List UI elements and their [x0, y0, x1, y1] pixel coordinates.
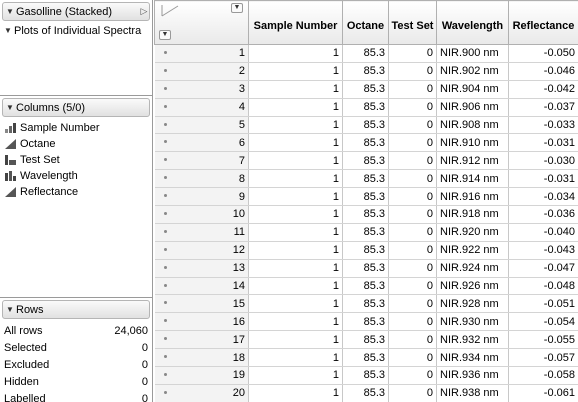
column-item-reflectance[interactable]	[0, 184, 152, 200]
row-state-dot-icon	[164, 105, 167, 108]
cell-reflectance[interactable]: -0.031	[509, 170, 578, 188]
cell-octane[interactable]: 85.3	[343, 277, 389, 295]
row-number[interactable]	[155, 313, 249, 331]
row-state-dot-icon	[164, 212, 167, 215]
column-header-reflectance[interactable]: Reflectance	[509, 1, 578, 45]
rows-stat-excluded[interactable]	[4, 356, 148, 373]
rows-stat-selected[interactable]	[4, 339, 148, 356]
cell-sample-number[interactable]: 1	[249, 384, 343, 402]
cell-reflectance[interactable]: -0.042	[509, 80, 578, 98]
cell-octane[interactable]: 85.3	[343, 295, 389, 313]
row-number[interactable]	[155, 367, 249, 385]
cell-test-set[interactable]: 0	[389, 134, 437, 152]
cell-wavelength[interactable]: NIR.902 nm	[437, 62, 509, 80]
cell-sample-number[interactable]: 1	[249, 277, 343, 295]
column-menu-icon[interactable]: ▼	[231, 3, 243, 13]
row-number[interactable]	[155, 152, 249, 170]
cell-reflectance[interactable]: -0.061	[509, 384, 578, 402]
left-panel	[0, 0, 153, 402]
cell-reflectance[interactable]: -0.057	[509, 349, 578, 367]
row-state-dot-icon	[164, 194, 167, 197]
cell-wavelength[interactable]: NIR.924 nm	[437, 259, 509, 277]
column-name[interactable]: Reflectance	[20, 186, 79, 198]
column-name[interactable]: Sample Number	[20, 122, 100, 134]
cell-sample-number[interactable]: 1	[249, 188, 343, 206]
cell-test-set[interactable]: 0	[389, 223, 437, 241]
data-grid	[154, 0, 578, 402]
cell-reflectance[interactable]: -0.058	[509, 367, 578, 385]
cell-sample-number[interactable]: 1	[249, 206, 343, 224]
row-number-label: 9	[238, 190, 245, 203]
row-state-dot-icon	[164, 140, 167, 143]
cell-wavelength[interactable]: NIR.930 nm	[437, 313, 509, 331]
row-state-dot-icon	[164, 123, 167, 126]
row-menu-icon[interactable]: ▼	[159, 30, 171, 40]
cell-wavelength[interactable]: NIR.934 nm	[437, 349, 509, 367]
rows-stat-label: Hidden	[4, 375, 39, 388]
row-number[interactable]	[155, 206, 249, 224]
cell-wavelength[interactable]: NIR.922 nm	[437, 241, 509, 259]
columns-header[interactable]	[2, 98, 150, 117]
cell-sample-number[interactable]: 1	[249, 134, 343, 152]
ordinal-bar-icon	[4, 154, 18, 166]
script-label[interactable]: Plots of Individual Spectra	[14, 24, 142, 37]
table-panel	[0, 0, 152, 96]
column-name[interactable]: Test Set	[20, 154, 60, 166]
row-number[interactable]	[155, 331, 249, 349]
cell-sample-number[interactable]: 1	[249, 367, 343, 385]
table-row[interactable]	[155, 134, 578, 152]
rows-stat-labelled[interactable]	[4, 390, 148, 402]
column-header-sample-number[interactable]: Sample Number	[249, 1, 343, 45]
cell-test-set[interactable]: 0	[389, 384, 437, 402]
table-row[interactable]	[155, 62, 578, 80]
cell-octane[interactable]: 85.3	[343, 62, 389, 80]
cell-octane[interactable]: 85.3	[343, 384, 389, 402]
row-state-dot-icon	[164, 248, 167, 251]
row-number-label: 15	[232, 297, 245, 310]
disclosure-triangle-icon[interactable]: ▼	[6, 7, 14, 16]
cell-test-set[interactable]: 0	[389, 152, 437, 170]
cell-wavelength[interactable]: NIR.938 nm	[437, 384, 509, 402]
cell-sample-number[interactable]: 1	[249, 152, 343, 170]
cell-sample-number[interactable]: 1	[249, 170, 343, 188]
cell-reflectance[interactable]: -0.034	[509, 188, 578, 206]
cell-wavelength[interactable]: NIR.916 nm	[437, 188, 509, 206]
cell-reflectance[interactable]: -0.048	[509, 277, 578, 295]
row-state-dot-icon	[164, 87, 167, 90]
cell-reflectance[interactable]: -0.037	[509, 98, 578, 116]
cell-octane[interactable]: 85.3	[343, 45, 389, 63]
row-number-label: 1	[238, 47, 245, 60]
table-row[interactable]	[155, 188, 578, 206]
row-number[interactable]	[155, 277, 249, 295]
cell-octane[interactable]: 85.3	[343, 170, 389, 188]
cell-octane[interactable]: 85.3	[343, 223, 389, 241]
columns-header-label[interactable]: Columns (5/0)	[16, 101, 86, 114]
table-row[interactable]	[155, 116, 578, 134]
row-number-label: 13	[232, 262, 245, 275]
cell-wavelength[interactable]: NIR.920 nm	[437, 223, 509, 241]
script-triangle-icon[interactable]: ▼	[4, 26, 12, 35]
cell-test-set[interactable]: 0	[389, 367, 437, 385]
rows-stats	[0, 319, 152, 402]
rows-stat-value: 0	[141, 375, 148, 388]
cell-test-set[interactable]: 0	[389, 331, 437, 349]
row-number[interactable]	[155, 241, 249, 259]
row-number-label: 14	[232, 280, 245, 293]
table-row[interactable]	[155, 331, 578, 349]
rows-stat-value: 24,060	[114, 324, 148, 337]
row-number-label: 16	[232, 315, 245, 328]
continuous-triangle-icon	[4, 138, 18, 150]
row-state-dot-icon	[164, 69, 167, 72]
cell-wavelength[interactable]: NIR.926 nm	[437, 277, 509, 295]
cell-test-set[interactable]: 0	[389, 98, 437, 116]
cell-test-set[interactable]: 0	[389, 188, 437, 206]
row-state-dot-icon	[164, 301, 167, 304]
table-row[interactable]	[155, 241, 578, 259]
row-number-label: 20	[232, 387, 245, 400]
table-row[interactable]	[155, 80, 578, 98]
cell-octane[interactable]: 85.3	[343, 134, 389, 152]
column-item-test-set[interactable]	[0, 152, 152, 168]
column-header-wavelength[interactable]: Wavelength	[437, 1, 509, 45]
cell-sample-number[interactable]: 1	[249, 62, 343, 80]
row-number-label: 18	[232, 351, 245, 364]
cell-octane[interactable]: 85.3	[343, 367, 389, 385]
cell-reflectance[interactable]: -0.054	[509, 313, 578, 331]
rows-stat-all[interactable]	[4, 322, 148, 339]
table-row[interactable]	[155, 384, 578, 402]
cell-wavelength[interactable]: NIR.900 nm	[437, 45, 509, 63]
column-header-octane[interactable]: Octane	[343, 1, 389, 45]
rows-stat-label: All rows	[4, 324, 43, 337]
table-row[interactable]	[155, 45, 578, 63]
cell-test-set[interactable]: 0	[389, 277, 437, 295]
row-state-dot-icon	[164, 391, 167, 394]
cell-sample-number[interactable]: 1	[249, 295, 343, 313]
rows-header-label[interactable]: Rows	[16, 303, 44, 316]
rows-stat-label: Excluded	[4, 358, 50, 371]
cell-sample-number[interactable]: 1	[249, 80, 343, 98]
row-number[interactable]	[155, 188, 249, 206]
rows-panel	[0, 298, 152, 402]
cell-reflectance[interactable]: -0.047	[509, 259, 578, 277]
continuous-triangle-icon	[4, 186, 18, 198]
row-number-label: 5	[238, 119, 245, 131]
cell-sample-number[interactable]: 1	[249, 98, 343, 116]
cell-wavelength[interactable]: NIR.908 nm	[437, 116, 509, 134]
cell-test-set[interactable]: 0	[389, 349, 437, 367]
column-name[interactable]: Octane	[20, 138, 56, 150]
row-number-label: 17	[232, 333, 245, 346]
rows-stat-value: 0	[141, 341, 148, 354]
cell-test-set[interactable]: 0	[389, 62, 437, 80]
row-number-label: 3	[238, 83, 245, 96]
cell-reflectance[interactable]: -0.030	[509, 152, 578, 170]
cell-wavelength[interactable]: NIR.914 nm	[437, 170, 509, 188]
continuous-bar-icon	[4, 122, 18, 134]
cell-sample-number[interactable]: 1	[249, 116, 343, 134]
cell-wavelength[interactable]: NIR.932 nm	[437, 331, 509, 349]
row-state-dot-icon	[164, 176, 167, 179]
row-number[interactable]	[155, 170, 249, 188]
table-script[interactable]	[0, 23, 152, 38]
row-number-label: 2	[238, 65, 245, 78]
table-row[interactable]	[155, 367, 578, 385]
cell-reflectance[interactable]: -0.051	[509, 295, 578, 313]
cell-octane[interactable]: 85.3	[343, 98, 389, 116]
columns-panel	[0, 96, 152, 298]
table-row[interactable]	[155, 223, 578, 241]
column-item-sample-number[interactable]	[0, 120, 152, 136]
row-state-dot-icon	[164, 266, 167, 269]
row-number-label: 19	[232, 369, 245, 382]
rows-stat-value: 0	[141, 358, 148, 371]
table-row[interactable]	[155, 295, 578, 313]
row-number[interactable]	[155, 349, 249, 367]
table-row[interactable]	[155, 170, 578, 188]
cell-test-set[interactable]: 0	[389, 313, 437, 331]
row-number[interactable]	[155, 295, 249, 313]
row-number[interactable]	[155, 223, 249, 241]
row-number[interactable]	[155, 259, 249, 277]
cell-sample-number[interactable]: 1	[249, 259, 343, 277]
play-arrow-icon[interactable]: ▷	[140, 6, 148, 16]
cell-wavelength[interactable]: NIR.906 nm	[437, 98, 509, 116]
cell-test-set[interactable]: 0	[389, 116, 437, 134]
cell-sample-number[interactable]: 1	[249, 223, 343, 241]
cell-test-set[interactable]: 0	[389, 80, 437, 98]
cell-reflectance[interactable]: -0.040	[509, 223, 578, 241]
row-number[interactable]	[155, 98, 249, 116]
cell-octane[interactable]: 85.3	[343, 313, 389, 331]
rows-stat-value: 0	[141, 392, 148, 402]
row-number-label: 7	[238, 154, 245, 167]
table-row[interactable]	[155, 259, 578, 277]
grid-corner[interactable]	[155, 1, 249, 45]
cell-wavelength[interactable]: NIR.936 nm	[437, 367, 509, 385]
cell-sample-number[interactable]: 1	[249, 241, 343, 259]
table-row[interactable]	[155, 206, 578, 224]
cell-test-set[interactable]: 0	[389, 241, 437, 259]
row-number-label: 6	[238, 136, 245, 149]
rows-stat-label: Selected	[4, 341, 47, 354]
cell-test-set[interactable]: 0	[389, 206, 437, 224]
table-row[interactable]	[155, 277, 578, 295]
cell-wavelength[interactable]: NIR.904 nm	[437, 80, 509, 98]
data-table	[154, 0, 578, 402]
table-title[interactable]: Gasolline (Stacked)	[16, 5, 112, 18]
cell-wavelength[interactable]: NIR.910 nm	[437, 134, 509, 152]
row-number[interactable]	[155, 45, 249, 63]
cell-octane[interactable]: 85.3	[343, 241, 389, 259]
grid-body	[155, 45, 578, 402]
cell-test-set[interactable]: 0	[389, 259, 437, 277]
table-row[interactable]	[155, 152, 578, 170]
column-header-test-set[interactable]: Test Set	[389, 1, 437, 45]
cell-reflectance[interactable]: -0.043	[509, 241, 578, 259]
cell-reflectance[interactable]: -0.055	[509, 331, 578, 349]
select-all-corner-icon[interactable]	[161, 5, 179, 17]
cell-octane[interactable]: 85.3	[343, 349, 389, 367]
cell-sample-number[interactable]: 1	[249, 313, 343, 331]
cell-test-set[interactable]: 0	[389, 45, 437, 63]
cell-sample-number[interactable]: 1	[249, 349, 343, 367]
row-state-dot-icon	[164, 373, 167, 376]
cell-reflectance[interactable]: -0.036	[509, 206, 578, 224]
row-number-label: 12	[232, 244, 245, 257]
cell-octane[interactable]: 85.3	[343, 206, 389, 224]
cell-sample-number[interactable]: 1	[249, 331, 343, 349]
table-title-header[interactable]	[2, 2, 150, 21]
columns-list	[0, 117, 152, 200]
row-number[interactable]	[155, 134, 249, 152]
cell-octane[interactable]: 85.3	[343, 116, 389, 134]
cell-octane[interactable]: 85.3	[343, 80, 389, 98]
cell-octane[interactable]: 85.3	[343, 152, 389, 170]
row-state-dot-icon	[164, 158, 167, 161]
column-item-octane[interactable]	[0, 136, 152, 152]
cell-octane[interactable]: 85.3	[343, 188, 389, 206]
rows-stat-label: Labelled	[4, 392, 46, 402]
table-row[interactable]	[155, 98, 578, 116]
row-state-dot-icon	[164, 51, 167, 54]
row-number-label: 4	[238, 101, 245, 114]
cell-reflectance[interactable]: -0.033	[509, 116, 578, 134]
rows-header[interactable]	[2, 300, 150, 319]
row-number[interactable]	[155, 80, 249, 98]
disclosure-triangle-icon[interactable]: ▼	[6, 103, 14, 112]
cell-reflectance[interactable]: -0.046	[509, 62, 578, 80]
row-state-dot-icon	[164, 284, 167, 287]
cell-test-set[interactable]: 0	[389, 295, 437, 313]
cell-wavelength[interactable]: NIR.928 nm	[437, 295, 509, 313]
row-number-label: 11	[233, 226, 245, 239]
cell-sample-number[interactable]: 1	[249, 45, 343, 63]
row-state-dot-icon	[164, 319, 167, 322]
table-row[interactable]	[155, 349, 578, 367]
cell-octane[interactable]: 85.3	[343, 259, 389, 277]
column-item-wavelength[interactable]	[0, 168, 152, 184]
row-number[interactable]	[155, 62, 249, 80]
cell-wavelength[interactable]: NIR.912 nm	[437, 152, 509, 170]
cell-reflectance[interactable]: -0.031	[509, 134, 578, 152]
cell-wavelength[interactable]: NIR.918 nm	[437, 206, 509, 224]
row-number-label: 10	[232, 208, 245, 221]
row-state-dot-icon	[164, 355, 167, 358]
column-name[interactable]: Wavelength	[20, 170, 78, 182]
table-row[interactable]	[155, 313, 578, 331]
row-number-label: 8	[238, 172, 245, 185]
disclosure-triangle-icon[interactable]: ▼	[6, 305, 14, 314]
row-number[interactable]	[155, 384, 249, 402]
row-state-dot-icon	[164, 337, 167, 340]
cell-reflectance[interactable]: -0.050	[509, 45, 578, 63]
cell-test-set[interactable]: 0	[389, 170, 437, 188]
nominal-bar-icon	[4, 170, 18, 182]
row-state-dot-icon	[164, 230, 167, 233]
rows-stat-hidden[interactable]	[4, 373, 148, 390]
cell-octane[interactable]: 85.3	[343, 331, 389, 349]
row-number[interactable]	[155, 116, 249, 134]
